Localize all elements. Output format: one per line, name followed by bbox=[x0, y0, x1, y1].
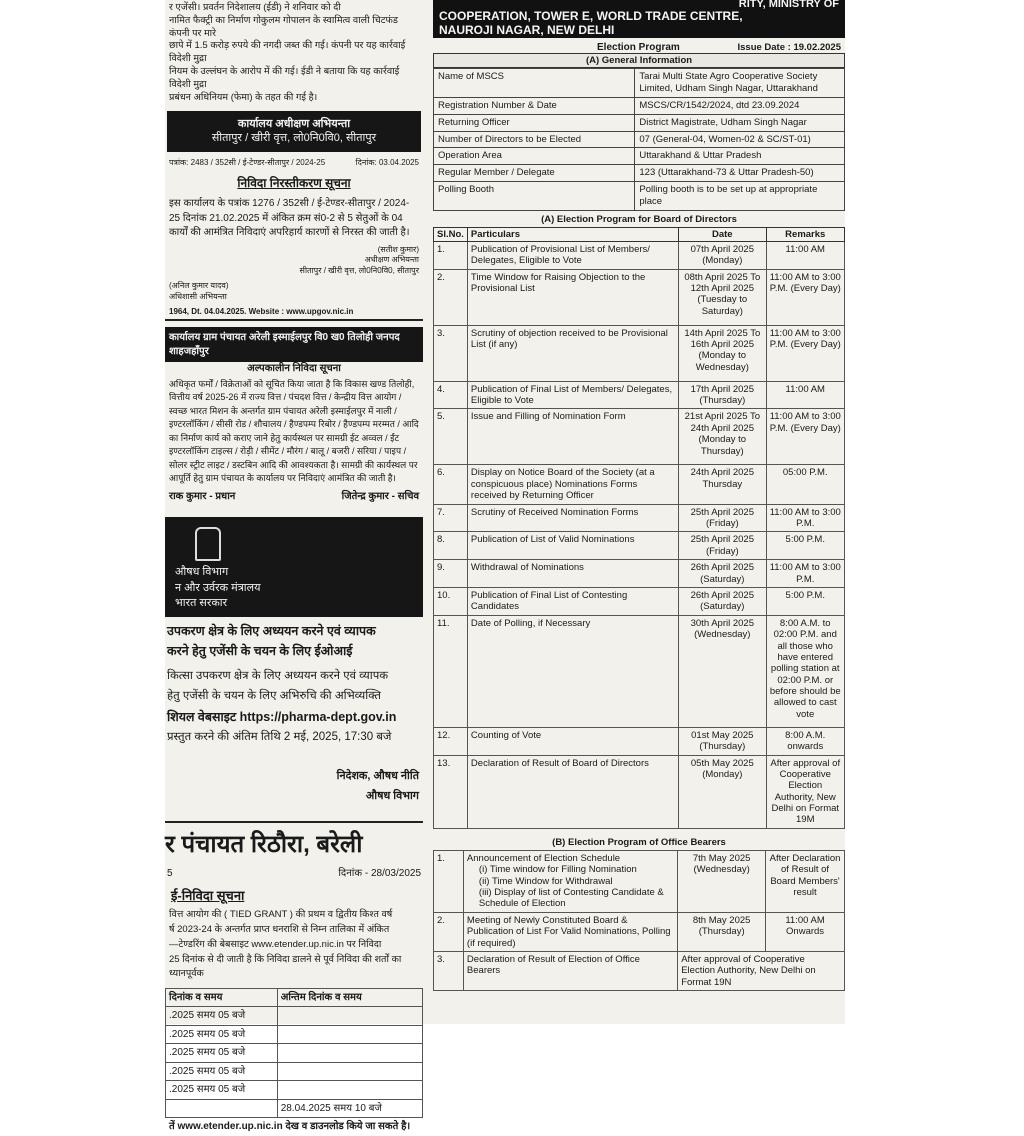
pharma-dept: औषध विभाग bbox=[175, 566, 229, 579]
row-number: 13. bbox=[434, 755, 468, 828]
e-tender-line: वित्त आयोग की ( TIED GRANT ) की प्रथम व द्वितीय किश्त वर्ष bbox=[169, 909, 393, 921]
row-date: 14th April 2025 To 16th April 2025 (Monday to Wednesday) bbox=[679, 325, 766, 381]
pharma-signature-line: औषध विभाग bbox=[365, 790, 419, 803]
table-row bbox=[434, 504, 845, 532]
row-remarks: 11:00 AM to 3:00 P.M. bbox=[766, 504, 845, 532]
table-row bbox=[434, 560, 845, 588]
row-number: 1. bbox=[434, 241, 468, 269]
office-date: दिनांक: 03.04.2025 bbox=[355, 158, 419, 168]
signature-name: (सतीश कुमार) bbox=[377, 244, 419, 254]
table-row bbox=[434, 409, 845, 465]
row-particulars: Publication of Provisional List of Members/ Delegates, Eligible to Vote bbox=[467, 241, 678, 269]
table-header: दिनांक व समय bbox=[166, 988, 278, 1007]
table-row bbox=[434, 727, 845, 755]
news-line: छापे में 1.5 करोड़ रुपये की नगदी जब्त की गई। कंपनी पर यह कार्रवाई विदेशी मुद्रा bbox=[169, 40, 406, 65]
row-particulars: Publication of Final List of Members/ Delegates, Eligible to Vote bbox=[467, 381, 678, 409]
gram-signatures bbox=[165, 488, 423, 506]
e-tender-line: —टेण्डरिंग की बेबसाइट www.etender.up.nic.in पर निविदा bbox=[169, 938, 382, 950]
signature-role-2: अधिशासी अभियन्ता bbox=[169, 291, 227, 301]
election-notice bbox=[433, 0, 845, 1024]
row-number: 7. bbox=[434, 504, 468, 532]
table-cell: .2025 समय 05 बजे bbox=[166, 1062, 278, 1081]
table-cell: .2025 समय 05 बजे bbox=[166, 1044, 278, 1063]
office-subtitle: सीतापुर / खीरी वृत्त, लो0नि0वि0, सीतापुर bbox=[211, 132, 377, 145]
row-remarks: 8:00 A.M. onwards bbox=[766, 727, 845, 755]
row-particulars: Publication of List of Valid Nominations bbox=[467, 532, 678, 560]
col-particulars: Particulars bbox=[467, 227, 678, 241]
row-remarks: 5:00 P.M. bbox=[766, 587, 845, 615]
row-particulars: Time Window for Raising Objection to the Provisional List bbox=[467, 269, 678, 325]
table-row bbox=[434, 532, 845, 560]
row-date: 08th April 2025 To 12th April 2025 (Tuesday to Saturday) bbox=[679, 269, 766, 325]
program-title: Election Program bbox=[597, 42, 680, 53]
row-particulars bbox=[463, 912, 677, 951]
news-line: नियम के उल्लंघन के आरोप में की गई। ईडी ने बताया कि यह कार्रवाई विदेशी मुद्रा bbox=[169, 66, 400, 90]
row-remarks: 11:00 AM to 3:00 P.M. (Every Day) bbox=[766, 409, 845, 465]
row-date: 01st May 2025 (Thursday) bbox=[679, 727, 766, 755]
row-date: 26th April 2025 (Saturday) bbox=[679, 587, 766, 615]
col-slno: Sl.No. bbox=[434, 227, 468, 241]
table-cell: .2025 समय 05 बजे bbox=[166, 1081, 278, 1100]
info-value: MSCS/CR/1542/2024, dtd 23.09.2024 bbox=[635, 97, 845, 114]
info-value: 123 (Uttarakhand-73 & Uttar Pradesh-50) bbox=[635, 165, 845, 182]
table-row bbox=[434, 325, 845, 381]
info-value: Tarai Multi State Agro Cooperative Society Limited, Udham Singh Nagar, Uttarakhand bbox=[635, 69, 845, 98]
gram-panchayat-title: कार्यालय ग्राम पंचायत अरेली इस्माईलपुर वि0 ख0 तिलोही जनपद शाहजहाँपुर bbox=[165, 327, 423, 362]
info-key: Registration Number & Date bbox=[434, 97, 635, 114]
row-remarks: After Declaration of Result of Board Members' result bbox=[766, 850, 845, 912]
row-particulars: Scrutiny of Received Nomination Forms bbox=[467, 504, 678, 532]
table-cell bbox=[277, 1007, 422, 1026]
row-number: 6. bbox=[434, 465, 468, 504]
row-date: 30th April 2025 (Wednesday) bbox=[679, 615, 766, 727]
row-particulars-main: Announcement of Election Schedule bbox=[466, 852, 621, 864]
row-subitem: (iii) Display of list of Contesting Candidate & Schedule of Election bbox=[478, 887, 664, 910]
table-row bbox=[166, 1081, 423, 1100]
section-office-bearers: (B) Election Program of Office Bearers bbox=[552, 836, 726, 848]
rithaura-number: 5 bbox=[167, 868, 173, 880]
row-particulars: Withdrawal of Nominations bbox=[467, 560, 678, 588]
info-key: Number of Directors to be Elected bbox=[434, 131, 635, 148]
row-number: 9. bbox=[434, 560, 468, 588]
row-particulars bbox=[463, 850, 677, 912]
pharma-heading-line: उपकरण क्षेत्र के लिए अध्ययन करने एवं व्यापक bbox=[167, 624, 376, 639]
e-tender-footer: तें www.etender.up.nic.in देख व डाउनलोड किये जा सकते है। bbox=[169, 1121, 411, 1133]
row-date: 8th May 2025 (Thursday) bbox=[678, 912, 766, 951]
signature-block bbox=[165, 243, 423, 279]
row-date: After approval of Cooperative Election Authority, New Delhi on Format 19N bbox=[678, 951, 845, 990]
rithaura-title: र पंचायत रिठौरा, बरेली bbox=[165, 821, 423, 865]
news-line: र एजेंसी। प्रवर्तन निदेशालय (ईडी) ने शनिवार को दी bbox=[169, 2, 341, 13]
table-row bbox=[166, 1044, 423, 1063]
signature-role: अधीक्षण अभियन्ता bbox=[364, 255, 419, 265]
rithaura-date: दिनांक - 28/03/2025 bbox=[338, 868, 421, 880]
row-remarks: 11:00 AM to 3:00 P.M. bbox=[766, 560, 845, 588]
e-tender-body bbox=[165, 906, 423, 984]
table-row bbox=[434, 381, 845, 409]
row-particulars: Scrutiny of objection received to be Provisional List (if any) bbox=[467, 325, 678, 381]
news-line: प्रबंधन अधिनियम (फेमा) के तहत की गई है। bbox=[169, 91, 318, 103]
row-particulars: Issue and Filling of Nomination Form bbox=[467, 409, 678, 465]
gram-notice-sub: अल्पकालीन निविदा सूचना bbox=[247, 363, 341, 375]
table-row bbox=[166, 1007, 423, 1026]
info-key: Returning Officer bbox=[434, 114, 635, 131]
row-remarks: 11:00 AM bbox=[766, 381, 845, 409]
office-footer: 1964, Dt. 04.04.2025. Website : www.upgov.nic.in bbox=[165, 305, 423, 322]
info-row bbox=[434, 182, 845, 211]
table-cell bbox=[277, 1062, 422, 1081]
general-info-table bbox=[433, 68, 845, 211]
e-tender-line: र्ष 2023-24 के अन्तर्गत प्राप्त धनराशि से निम्न तालिका में अंकित bbox=[169, 924, 390, 936]
row-subitem: (i) Time window for Filling Nomination bbox=[478, 864, 637, 876]
table-row bbox=[434, 615, 845, 727]
sachiv-sign: जितेन्द्र कुमार - सचिव bbox=[341, 490, 419, 502]
table-row bbox=[434, 241, 845, 269]
row-date: 25th April 2025 (Friday) bbox=[679, 532, 766, 560]
row-date: 07th April 2025 (Monday) bbox=[679, 241, 766, 269]
news-snippet bbox=[165, 0, 423, 107]
table-row bbox=[434, 269, 845, 325]
row-number: 2. bbox=[434, 269, 468, 325]
office-title: कार्यालय अधीक्षण अभियन्ता bbox=[237, 117, 351, 130]
row-number: 1. bbox=[434, 850, 464, 912]
table-header: अन्तिम दिनांक व समय bbox=[277, 988, 422, 1007]
col-date: Date bbox=[679, 227, 766, 241]
pharma-body bbox=[165, 665, 423, 749]
table-row bbox=[166, 1062, 423, 1081]
row-remarks: 5:00 P.M. bbox=[766, 532, 845, 560]
cancellation-notice-body: इस कार्यालय के पत्रांक 1276 / 352सी / ई-टेण्डर-सीतापुर / 2024-25 दिनांक 21.02.2025 में अंकित क्रम सं0-2 से 5 सेतुओं के 04 कार्यों की आमंत्रित निविदाएं अपरिहार्य कारणों से निरस्त की जाती है। bbox=[169, 198, 410, 239]
info-row bbox=[434, 165, 845, 182]
row-remarks: 05:00 P.M. bbox=[766, 465, 845, 504]
table-cell: .2025 समय 05 बजे bbox=[166, 1025, 278, 1044]
info-row bbox=[434, 97, 845, 114]
info-key: Operation Area bbox=[434, 148, 635, 165]
info-value: District Magistrate, Udham Singh Nagar bbox=[635, 114, 845, 131]
board-program-table bbox=[433, 227, 845, 829]
office-header bbox=[167, 111, 421, 153]
row-remarks: 11:00 AM Onwards bbox=[766, 912, 845, 951]
office-bearer-table bbox=[433, 850, 845, 991]
pharma-signature bbox=[165, 767, 423, 807]
table-row bbox=[434, 912, 845, 951]
row-number: 5. bbox=[434, 409, 468, 465]
row-date: 24th April 2025 Thursday bbox=[679, 465, 766, 504]
info-key: Name of MSCS bbox=[434, 69, 635, 98]
info-row bbox=[434, 131, 845, 148]
pradhan-sign: राक कुमार - प्रधान bbox=[169, 490, 236, 502]
masthead bbox=[433, 0, 845, 38]
pharma-heading bbox=[165, 617, 423, 665]
table-header-row bbox=[434, 227, 845, 241]
e-tender-table bbox=[165, 988, 423, 1119]
table-row bbox=[434, 755, 845, 828]
pharma-govt: भारत सरकार bbox=[175, 597, 228, 610]
row-remarks: 11:00 AM to 3:00 P.M. (Every Day) bbox=[766, 269, 845, 325]
row-subitem: (ii) Time Window for Withdrawal bbox=[478, 875, 613, 887]
row-number: 4. bbox=[434, 381, 468, 409]
col-remarks: Remarks bbox=[766, 227, 845, 241]
masthead-line: COOPERATION, TOWER E, WORLD TRADE CENTRE, bbox=[439, 9, 743, 23]
row-number: 11. bbox=[434, 615, 468, 727]
row-date: 7th May 2025 (Wednesday) bbox=[678, 850, 766, 912]
table-cell: 28.04.2025 समय 10 बजे bbox=[277, 1099, 422, 1118]
row-particulars-main: Declaration of Result of Election of Office Bearers bbox=[466, 953, 640, 977]
program-header bbox=[433, 38, 845, 53]
news-line: नामित फैक्ट्री का निर्माण गोकुलम गोपालन के स्वामित्व वाली चिटफंड कंपनी पर मारे bbox=[169, 14, 398, 39]
e-tender-title: ई-निविदा सूचना bbox=[171, 887, 245, 903]
row-number: 2. bbox=[434, 912, 464, 951]
row-date: 21st April 2025 To 24th April 2025 (Monday to Thursday) bbox=[679, 409, 766, 465]
pharma-body-line: हेतु एजेंसी के चयन के लिए अभिरुचि की अभिव्यक्ति bbox=[167, 690, 381, 702]
section-general-info: (A) General Information bbox=[433, 53, 845, 68]
gram-notice-body: अधिकृत फर्मों / विक्रेताओं को सूचित किया जाता है कि विकास खण्ड तिलोही, वित्तीय वर्ष 2025-26 में राज्य वित्त / पंचदश वित्त / केन्द्रीय वित्त आयोग / स्वच्छ भारत मिशन के अन्तर्गत ग्राम पंचायत अरेली इस्माईलपुर में नाली / इण्टरलॉकिंग / सीसी रोड / शौचालय / हैण्डपम्प रिबोर / हैण्डपम्प मरम्मत / आदि का निर्माण कार्य को कराए जाने हेतु कार्यस्थल पर सामग्री ईट अव्वल / ईंट इण्टरलॉकिंग टाइल्स / रोड़ी / सीमेंट / मौरंग / बालू / बजरी / सरिया / पाइप / सोलर स्ट्रीट लाइट / डस्टबिन आदि की आवश्यकता है। सामग्री की कार्यस्थल पर आपूर्ति हेतु ग्राम पंचायत के कार्यालय पर निविदाएं आमंत्रित की जाती है। bbox=[169, 378, 419, 484]
row-particulars: Publication of Final List of Contesting Candidates bbox=[467, 587, 678, 615]
row-number: 12. bbox=[434, 727, 468, 755]
row-particulars-main: Meeting of Newly Constituted Board & Publication of List For Valid Nominations, Polling (if required) bbox=[466, 914, 671, 949]
row-remarks: 11:00 AM to 3:00 P.M. (Every Day) bbox=[766, 325, 845, 381]
row-remarks: 8:00 A.M. to 02:00 P.M. and all those who have entered polling station at 02:00 P.M. or before should be allowed to cast vote bbox=[766, 615, 845, 727]
pharma-signature-line: निदेशक, औषध नीति bbox=[336, 770, 419, 783]
masthead-line: NAUROJI NAGAR, NEW DELHI bbox=[439, 22, 615, 37]
row-particulars: Date of Polling, if Necessary bbox=[467, 615, 678, 727]
national-emblem-icon bbox=[195, 527, 221, 561]
row-remarks: After approval of Cooperative Election Authority, New Delhi on Format 19M bbox=[766, 755, 845, 828]
pharma-ministry: न और उर्वरक मंत्रालय bbox=[175, 581, 261, 594]
table-row bbox=[434, 951, 845, 990]
info-row bbox=[434, 114, 845, 131]
table-row bbox=[434, 850, 845, 912]
table-row bbox=[166, 1025, 423, 1044]
table-cell bbox=[277, 1081, 422, 1100]
section-board-program: (A) Election Program for Board of Directors bbox=[541, 213, 737, 225]
row-particulars: Declaration of Result of Board of Directors bbox=[467, 755, 678, 828]
info-row bbox=[434, 148, 845, 165]
rithaura-date-row bbox=[165, 865, 423, 883]
row-number: 3. bbox=[434, 325, 468, 381]
row-date: 05th May 2025 (Monday) bbox=[679, 755, 766, 828]
pharma-header bbox=[165, 517, 423, 617]
table-row bbox=[434, 587, 845, 615]
info-key: Polling Booth bbox=[434, 182, 635, 211]
signature-name-2: (अनिल कुमार यादव) bbox=[169, 281, 229, 291]
table-row bbox=[434, 465, 845, 504]
issue-date: Issue Date : 19.02.2025 bbox=[737, 42, 841, 53]
cancellation-notice-title: निविदा निरस्तीकरण सूचना bbox=[237, 175, 351, 190]
masthead-line: RITY, MINISTRY OF bbox=[738, 0, 839, 10]
left-column bbox=[165, 0, 423, 1133]
newspaper-page bbox=[165, 0, 845, 1133]
signature-place: सीतापुर / खीरी वृत्त, लो0नि0वि0, सीतापुर bbox=[299, 266, 419, 276]
row-number: 8. bbox=[434, 532, 468, 560]
office-ref-row bbox=[165, 156, 423, 171]
info-value: 07 (General-04, Women-02 & SC/ST-01) bbox=[635, 131, 845, 148]
pharma-deadline: प्रस्तुत करने की अंतिम तिथि 2 मई, 2025, 17:30 बजे bbox=[167, 730, 392, 743]
e-tender-line: 25 दिनांक से दी जाती है कि निविदा डालने से पूर्व निविदा की शर्तों का ध्यानपूर्वक bbox=[169, 953, 402, 980]
row-particulars: Counting of Vote bbox=[467, 727, 678, 755]
signature-block-2 bbox=[165, 279, 423, 305]
row-date: 17th April 2025 (Thursday) bbox=[679, 381, 766, 409]
table-cell bbox=[277, 1025, 422, 1044]
table-row bbox=[166, 1099, 423, 1118]
row-particulars bbox=[463, 951, 677, 990]
pharma-heading-line: करने हेतु एजेंसी के चयन के लिए ईओआई bbox=[167, 644, 353, 659]
table-cell bbox=[166, 1099, 278, 1118]
office-ref: पत्रांक: 2483 / 352सी / ई-टेण्डर-सीतापुर / 2024-25 bbox=[169, 158, 326, 168]
row-remarks: 11:00 AM bbox=[766, 241, 845, 269]
row-date: 25th April 2025 (Friday) bbox=[679, 504, 766, 532]
pharma-body-line: कित्सा उपकरण क्षेत्र के लिए अध्ययन करने एवं व्यापक bbox=[167, 670, 389, 683]
pharma-website: शियल वेबसाइट https://pharma-dept.gov.in bbox=[167, 709, 397, 724]
row-number: 10. bbox=[434, 587, 468, 615]
info-value: Uttarakhand & Uttar Pradesh bbox=[635, 148, 845, 165]
row-particulars: Display on Notice Board of the Society (at a conspicuous place) Nominations Forms received by Returning Officer bbox=[467, 465, 678, 504]
row-number: 3. bbox=[434, 951, 464, 990]
table-cell: .2025 समय 05 बजे bbox=[166, 1007, 278, 1026]
info-row bbox=[434, 69, 845, 98]
row-date: 26th April 2025 (Saturday) bbox=[679, 560, 766, 588]
table-cell bbox=[277, 1044, 422, 1063]
info-value: Polling booth is to be set up at appropriate place bbox=[635, 182, 845, 211]
info-key: Regular Member / Delegate bbox=[434, 165, 635, 182]
